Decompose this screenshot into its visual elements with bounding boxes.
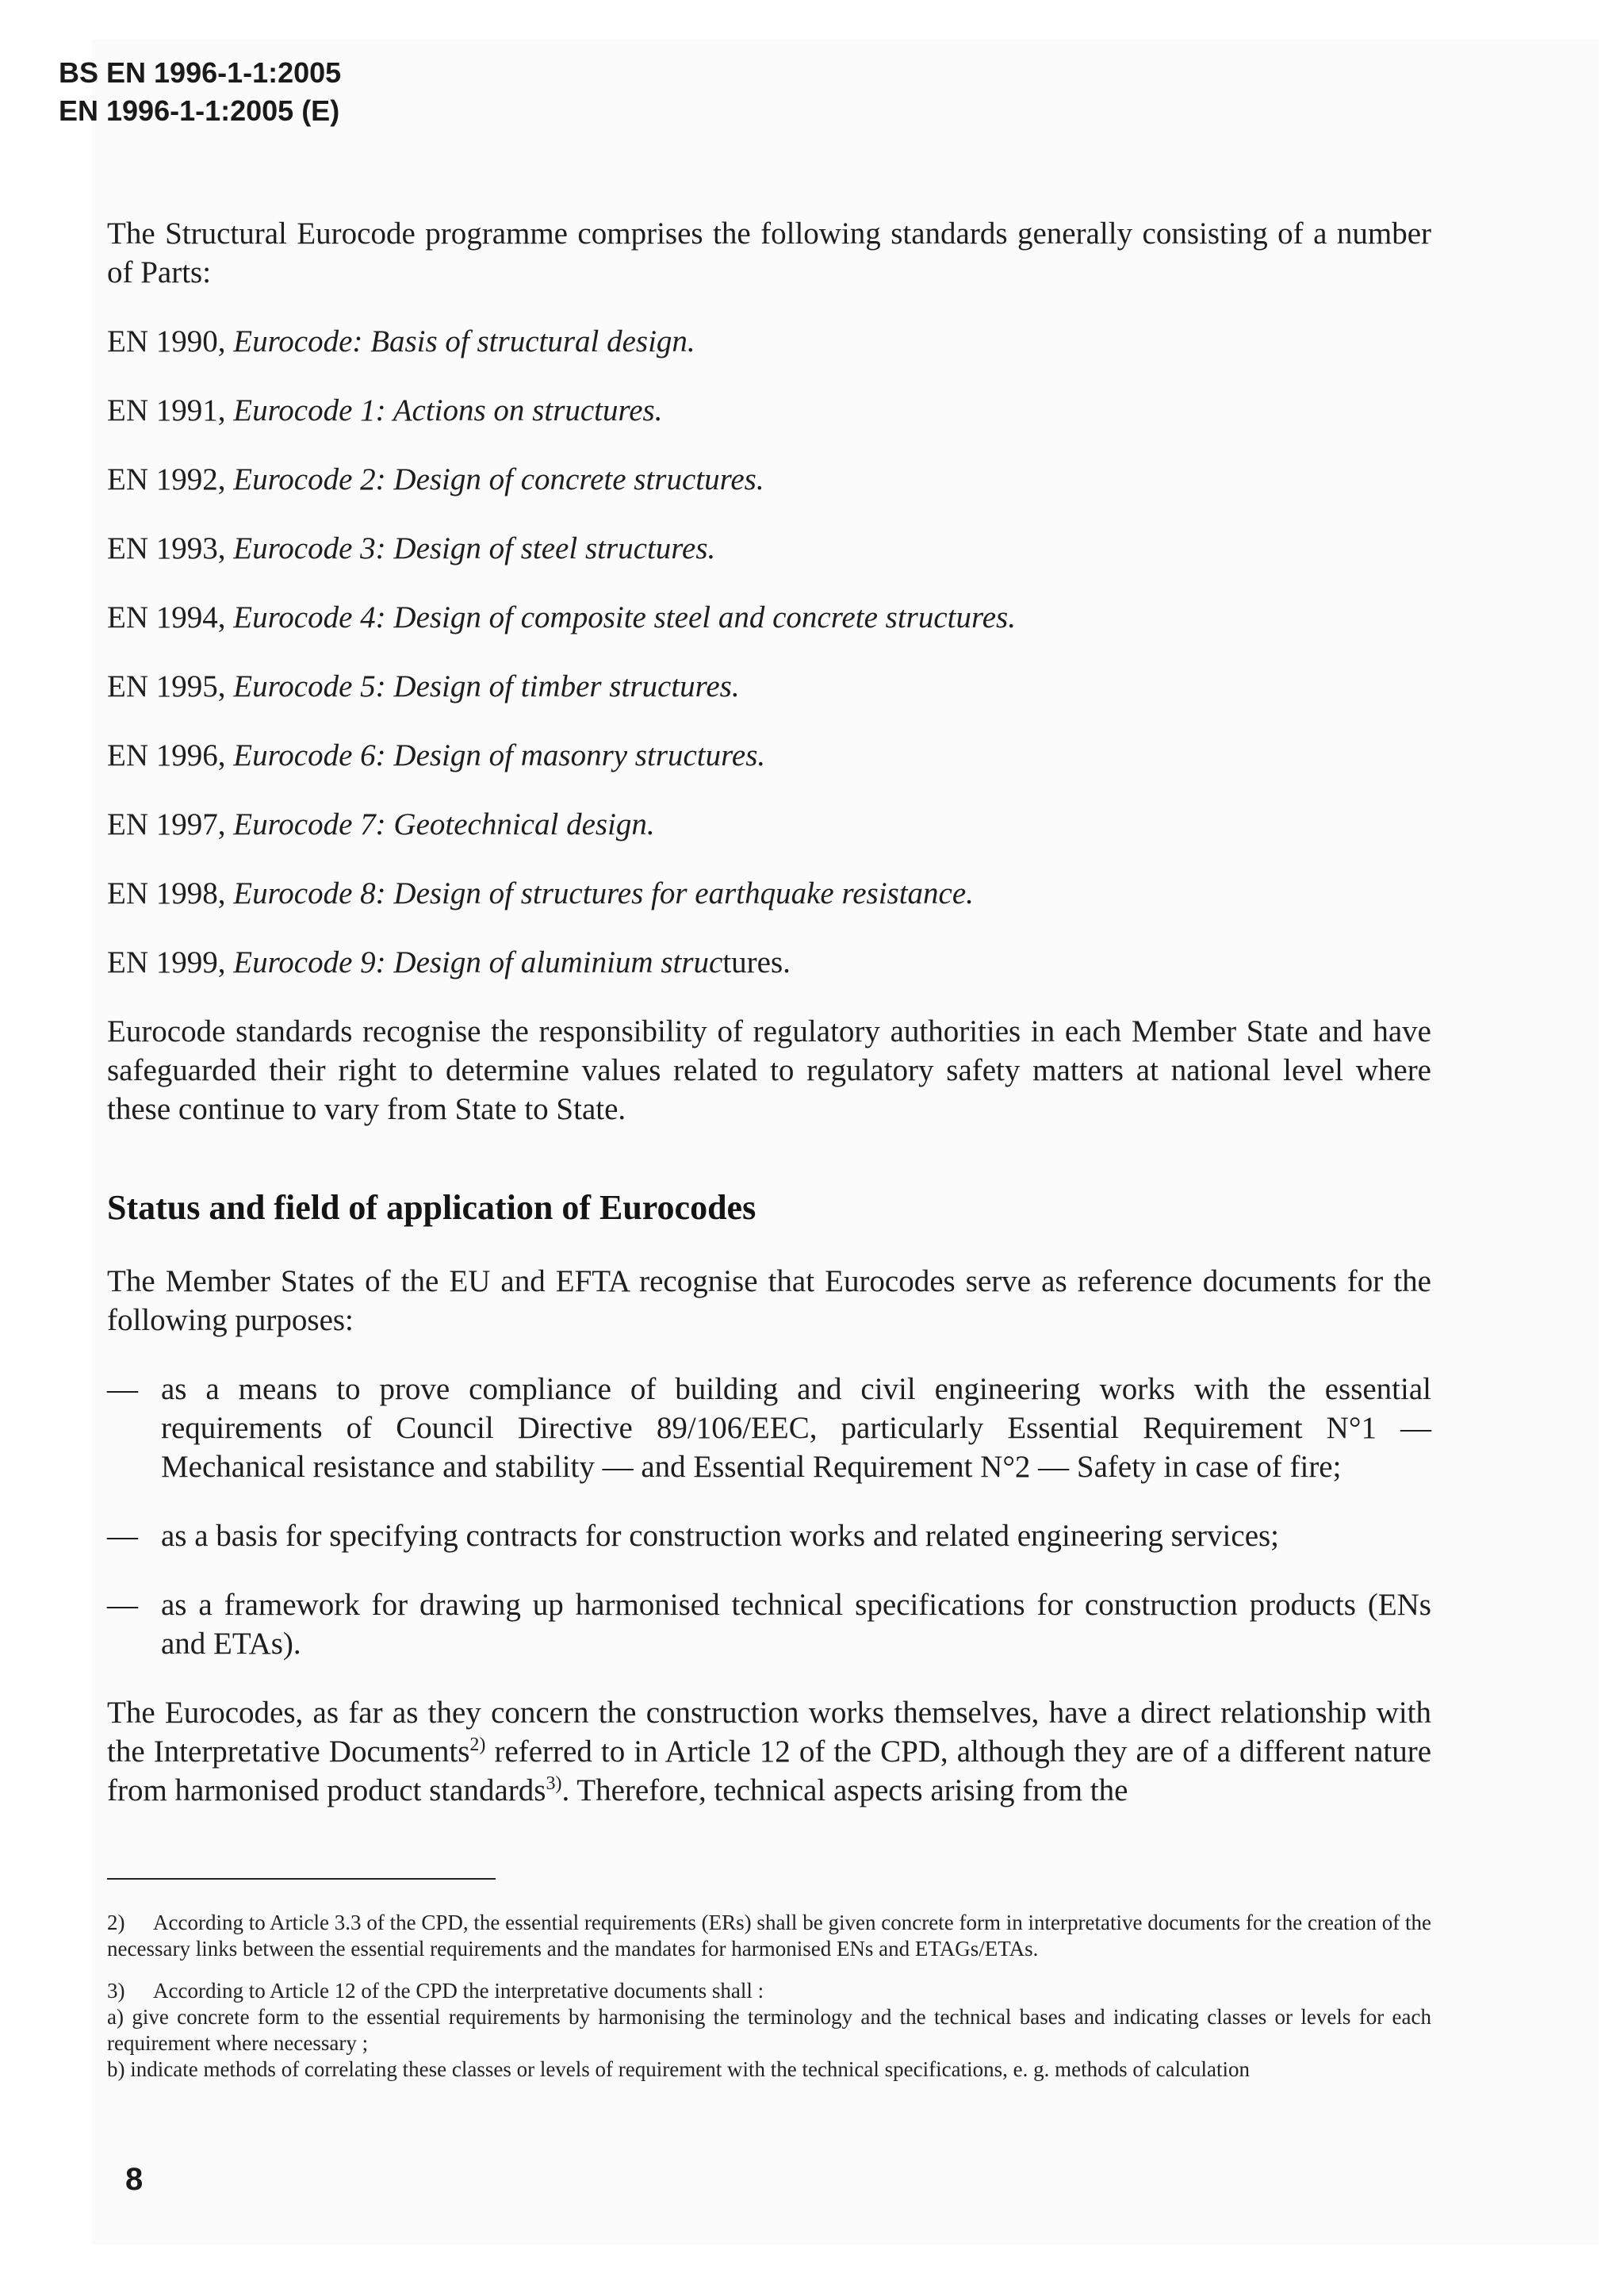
- dash-bullet: —: [107, 1519, 138, 1553]
- list-item: [107, 1516, 1431, 1555]
- footnote-3-text: According to Article 12 of the CPD the interpretative documents shall :: [153, 1979, 764, 2003]
- standard-item: [107, 943, 1431, 982]
- standard-code: EN 1996,: [107, 738, 226, 772]
- standard-title: Eurocode: Basis of structural design.: [233, 324, 695, 358]
- standard-code: EN 1990,: [107, 324, 226, 358]
- footnote-3-number: 3): [107, 1979, 125, 2003]
- standard-code: EN 1992,: [107, 462, 226, 496]
- standards-list: [107, 322, 1431, 982]
- standard-code: EN 1994,: [107, 600, 226, 634]
- header-bs-code: BS EN 1996-1-1:2005: [59, 56, 342, 89]
- page-number: 8: [125, 2162, 144, 2197]
- standard-item: [107, 598, 1431, 637]
- footnote-3-item-a: a) give concrete form to the essential requirements by harmonising the terminology and the technical bases and indicating classes or levels for each requirement where necessary ;: [107, 2005, 1431, 2055]
- footnote-2-number: 2): [107, 1911, 125, 1934]
- closing-text-1: The Eurocodes, as far as they concern the construction works themselves, have a direct relationship with the Interpretative Documents: [107, 1696, 1431, 1769]
- standard-title: Eurocode 3: Design of steel structures.: [233, 531, 716, 565]
- intro-paragraph: The Structural Eurocode programme comprises the following standards generally consisting of a number of Parts:: [107, 217, 1431, 289]
- purpose-text: as a means to prove compliance of building and civil engineering works with the essential requirements of Council Directive 89/106/EEC, particularly Essential Requirement N°1 — Mechanical resistance and stability — and Essential Requirement N°2 — Safety in case of fire;: [161, 1372, 1431, 1484]
- document-header: [59, 54, 341, 130]
- standard-item: [107, 805, 1431, 844]
- header-en-code: EN 1996-1-1:2005 (E): [59, 94, 340, 127]
- standard-code: EN 1997,: [107, 807, 226, 841]
- standard-code: EN 1991,: [107, 393, 226, 427]
- standard-title-tail: tures.: [722, 945, 791, 979]
- purpose-text: as a basis for specifying contracts for construction works and related engineering services;: [161, 1519, 1280, 1553]
- standard-title: Eurocode 1: Actions on structures.: [233, 393, 663, 427]
- standard-title: Eurocode 4: Design of composite steel and concrete structures.: [233, 600, 1016, 634]
- standard-item: [107, 391, 1431, 430]
- closing-text-2: referred to in Article 12 of the CPD, although they are of a different nature from harmonised product standards: [107, 1734, 1432, 1807]
- purposes-list: [107, 1370, 1431, 1663]
- standard-item: [107, 874, 1431, 913]
- footnote-separator: [107, 1878, 496, 1880]
- standard-title: Eurocode 5: Design of timber structures.: [233, 669, 740, 703]
- dash-bullet: —: [107, 1588, 138, 1622]
- footnotes: [107, 1910, 1431, 2083]
- standard-code: EN 1998,: [107, 876, 226, 910]
- standard-code: EN 1995,: [107, 669, 226, 703]
- standard-code: EN 1993,: [107, 531, 226, 565]
- standard-item: [107, 529, 1431, 568]
- closing-paragraph: [107, 1693, 1431, 1810]
- footnote-ref-3: 3): [546, 1773, 562, 1794]
- footnote-ref-2: 2): [469, 1734, 486, 1755]
- document-body: [107, 214, 1431, 1840]
- standard-title: Eurocode 8: Design of structures for earthquake resistance.: [233, 876, 974, 910]
- footnote-2: [107, 1910, 1431, 1962]
- standard-item: [107, 460, 1431, 499]
- responsibility-paragraph: Eurocode standards recognise the responsibility of regulatory authorities in each Member State and have safeguarded their right to determine values related to regulatory safety matters at national level where these continue to vary from State to State.: [107, 1014, 1431, 1126]
- standard-title: Eurocode 7: Geotechnical design.: [233, 807, 655, 841]
- standard-item: [107, 736, 1431, 775]
- purpose-text: as a framework for drawing up harmonised technical specifications for construction products (ENs and ETAs).: [161, 1588, 1431, 1661]
- footnote-3: [107, 1978, 1431, 2004]
- list-item: [107, 1585, 1431, 1663]
- footnote-3-item-b: b) indicate methods of correlating these classes or levels of requirement with the technical specifications, e. g. methods of calculation: [107, 2057, 1251, 2081]
- dash-bullet: —: [107, 1372, 138, 1406]
- section-heading: Status and field of application of Eurocodes: [107, 1188, 756, 1227]
- standard-item: [107, 322, 1431, 361]
- list-item: [107, 1370, 1431, 1486]
- section-intro-paragraph: The Member States of the EU and EFTA recognise that Eurocodes serve as reference documents for the following purposes:: [107, 1264, 1431, 1337]
- standard-title: Eurocode 6: Design of masonry structures.: [233, 738, 766, 772]
- standard-item: [107, 667, 1431, 706]
- standard-title: Eurocode 9: Design of aluminium struc: [233, 945, 723, 979]
- standard-title: Eurocode 2: Design of concrete structures.: [233, 462, 764, 496]
- standard-code: EN 1999,: [107, 945, 226, 979]
- footnote-2-text: According to Article 3.3 of the CPD, the essential requirements (ERs) shall be given concrete form in interpretative documents for the creation of the necessary links between the essential requirements and the mandates for harmonised ENs and ETAGs/ETAs.: [107, 1911, 1431, 1961]
- closing-text-3: . Therefore, technical aspects arising from the: [561, 1773, 1128, 1807]
